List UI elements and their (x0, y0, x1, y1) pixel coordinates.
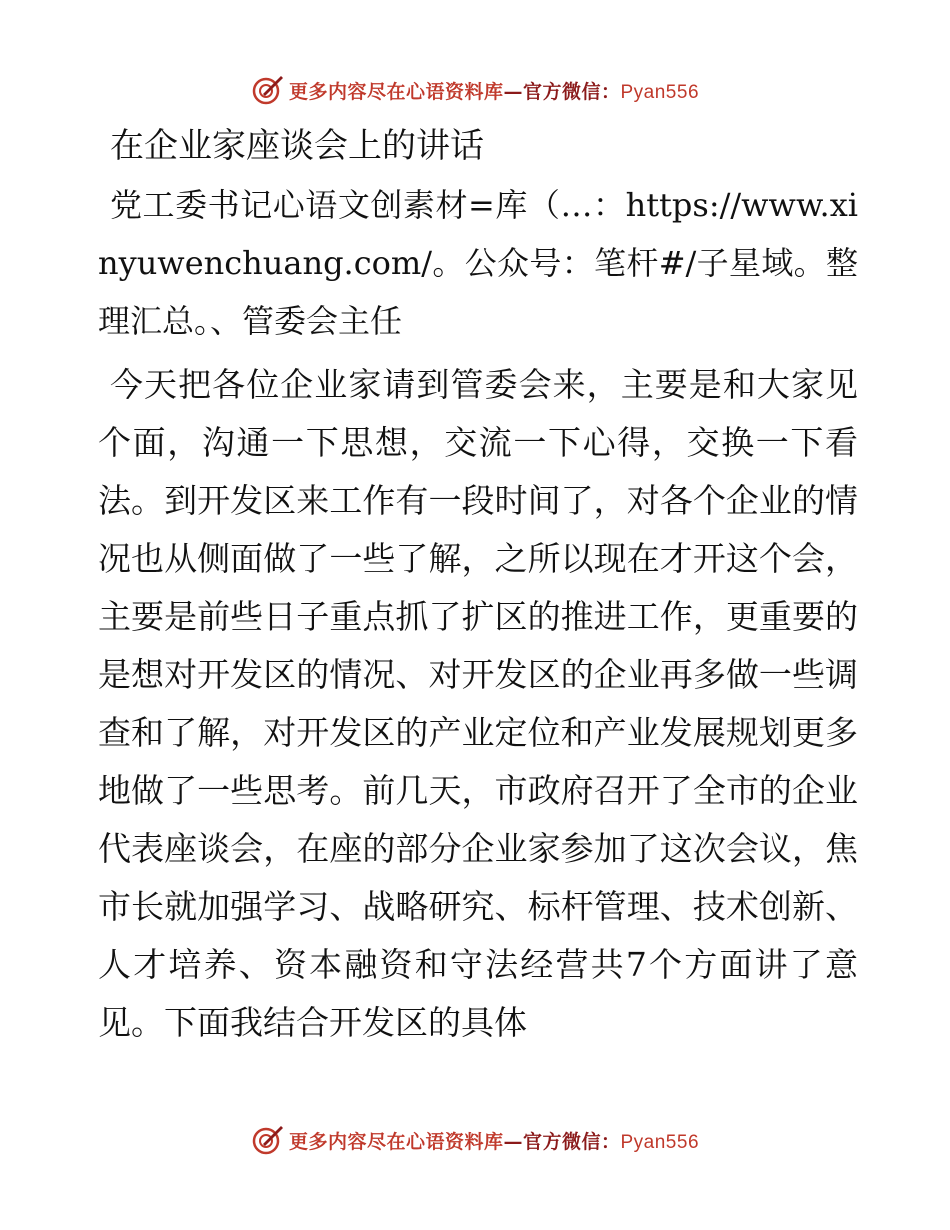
footer-watermark-middle: —官方微信： (503, 1130, 621, 1153)
document-page (98, 120, 858, 1058)
header-watermark-text (289, 77, 699, 104)
document-byline: 党工委书记心语文创素材=库（…：https://www.xinyuwenchuang.com/。公众号：笔杆#/子星域。整理汇总。、管委会主任 (98, 186, 858, 340)
header-watermark-middle: —官方微信： (503, 80, 621, 103)
header-watermark-wechat-id: Pyan556 (620, 81, 700, 103)
quill-pen-logo-icon (251, 73, 285, 107)
document-title: 在企业家座谈会上的讲话 (110, 126, 484, 166)
footer-watermark-prefix: 更多内容尽在心语资料库 (288, 1130, 504, 1153)
footer-watermark-wechat-id: Pyan556 (620, 1131, 700, 1153)
quill-pen-logo-icon (251, 1123, 285, 1157)
document-body-paragraph: 今天把各位企业家请到管委会来，主要是和大家见个面，沟通一下思想，交流一下心得，交换一下看法。到开发区来工作有一段时间了，对各个企业的情况也从侧面做了一些了解，之所以现在才开这个会，主要是前些日子重点抓了扩区的推进工作，更重要的是想对开发区的情况、对开发区的企业再多做一些调查和了解，对开发区的产业定位和产业发展规划更多地做了一些思考。前几天，市政府召开了全市的企业代表座谈会，在座的部分企业家参加了这次会议，焦市长就加强学习、战略研究、标杆管理、技术创新、人才培养、资本融资和守法经营共7个方面讲了意见。下面我结合开发区的具体 (98, 365, 858, 1042)
header-watermark-banner (0, 70, 950, 110)
footer-watermark-text (289, 1127, 699, 1154)
footer-watermark-banner (0, 1120, 950, 1160)
header-watermark-prefix: 更多内容尽在心语资料库 (288, 80, 504, 103)
